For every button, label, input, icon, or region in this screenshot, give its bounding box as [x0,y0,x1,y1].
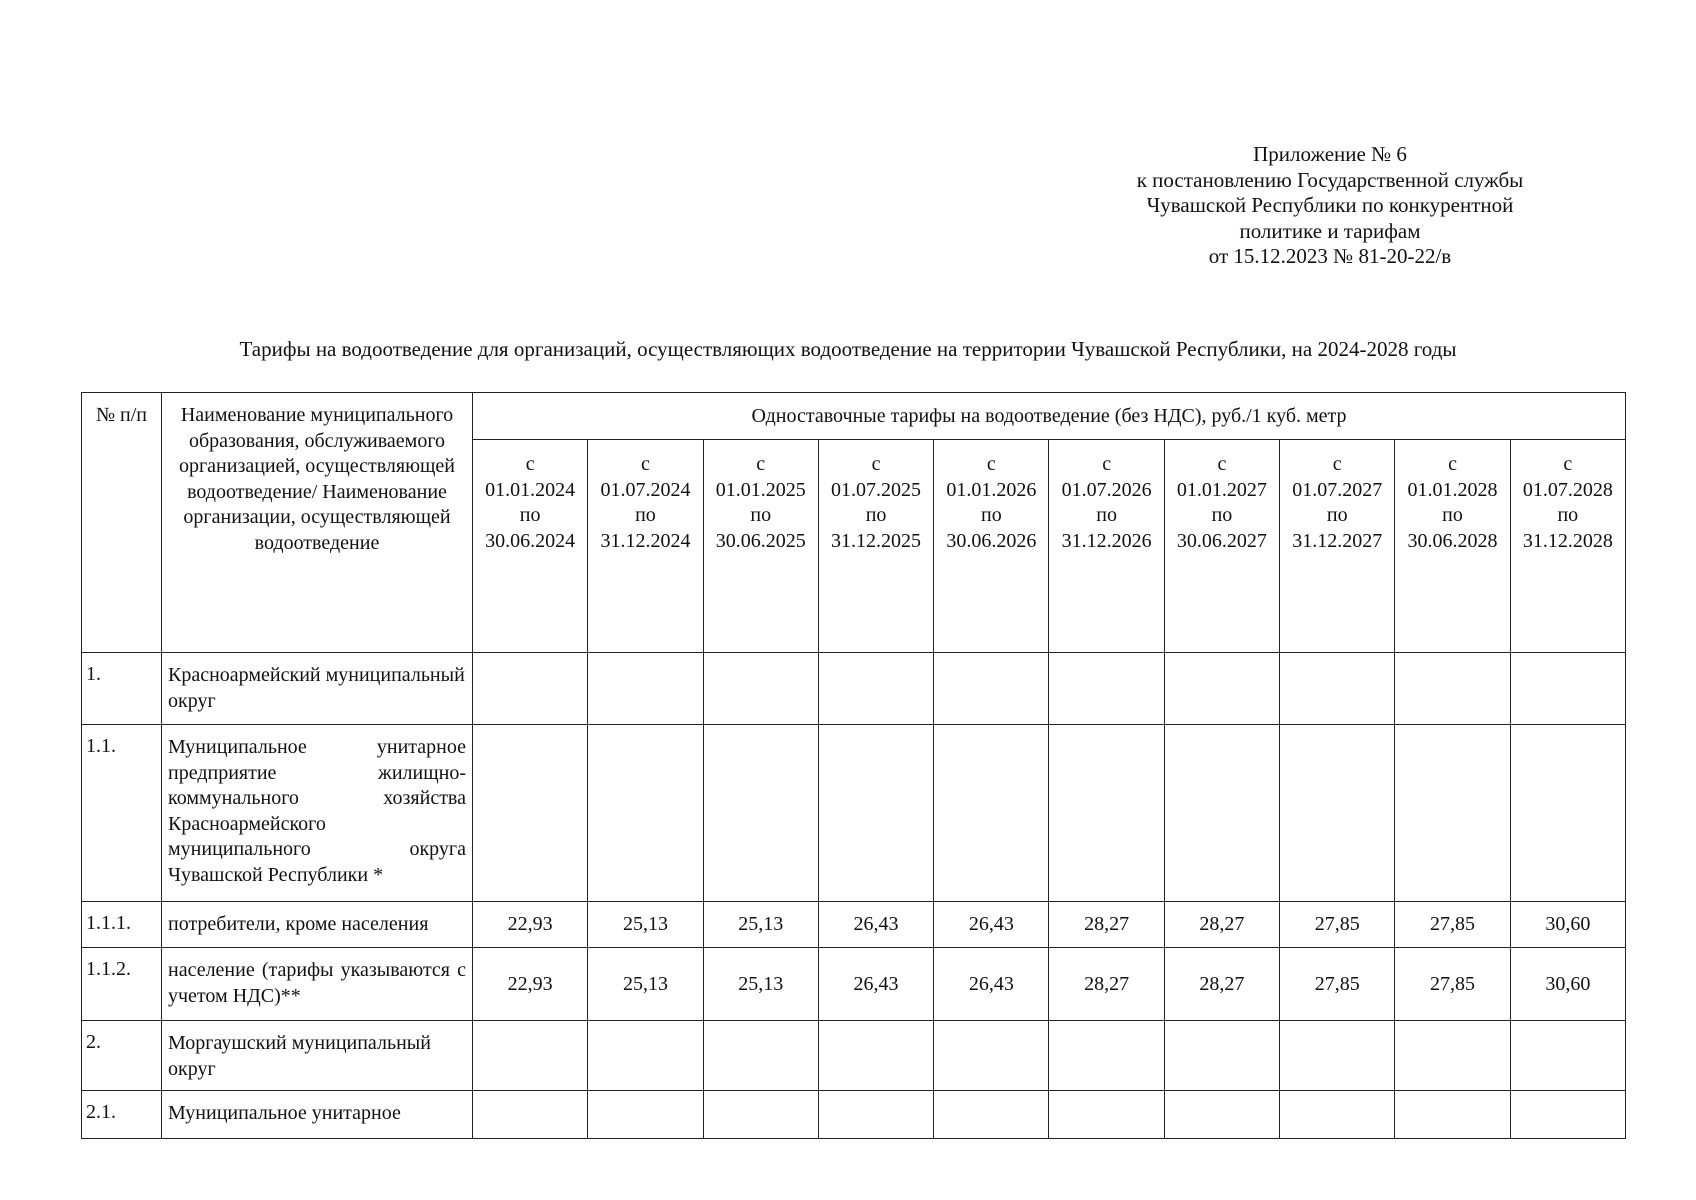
period-text: 30.06.2024 [485,529,576,552]
tariff-value [934,1091,1049,1139]
tariff-value [934,725,1049,902]
period-text: с [1217,453,1227,475]
document-title: Тарифы на водоотведение для организаций, осуществляющих водоотведение на территории Чувашской Республики, на 2024-2028 годы [239,337,1457,361]
tariff-value: 28,27 [1049,948,1164,1021]
period-text: с [641,453,650,475]
tariff-value [473,725,588,902]
tariff-value [588,1021,703,1091]
period-text: по [1211,504,1233,526]
period-text: по [1442,504,1463,526]
appendix-line: Чувашской Республики по конкурентной [1146,193,1514,217]
period-text: с [756,453,766,475]
tariff-value [703,725,818,902]
period-text: 01.07.2027 [1292,478,1383,501]
period-text: 30.06.2028 [1407,529,1498,552]
table-row [82,948,1626,1021]
tariff-value: 26,43 [818,948,933,1021]
appendix-line: от 15.12.2023 № 81-20-22/в [1208,244,1452,268]
row-name: Муниципальное унитарное предприятие жилищно-коммунального хозяйства Красноармейского муниципального округа Чувашской Республики * [162,725,473,902]
tariff-value [1164,725,1279,902]
period-header [1395,440,1510,653]
tariff-value: 27,85 [1395,902,1510,948]
period-text: 01.07.2024 [600,478,691,501]
period-text: 01.01.2028 [1407,478,1498,501]
period-text: 01.01.2024 [485,478,576,501]
period-text: с [1102,453,1112,475]
period-text: 01.01.2027 [1176,478,1267,501]
table-row [82,902,1626,948]
tariff-value: 26,43 [934,948,1049,1021]
tariff-value [1280,1021,1395,1091]
appendix-header [1080,142,1580,270]
tariff-value [473,653,588,725]
period-header [818,440,933,653]
tariff-value [1049,1091,1164,1139]
tariff-value: 30,60 [1510,948,1625,1021]
tariff-value: 25,13 [588,948,703,1021]
appendix-line: к постановлению Государственной службы [1136,167,1524,192]
period-text: по [980,504,1002,526]
tariff-value [1049,725,1164,902]
period-text: 31.12.2028 [1522,529,1613,552]
tariff-table [81,392,1626,1139]
tariff-value [1164,1021,1279,1091]
period-text: 30.06.2026 [946,529,1037,552]
tariff-value [1280,1091,1395,1139]
period-text: 01.07.2026 [1061,478,1152,501]
tariff-value: 27,85 [1395,948,1510,1021]
tariff-value: 22,93 [473,948,588,1021]
period-text: 31.12.2024 [600,529,691,552]
tariff-value: 27,85 [1280,902,1395,948]
period-text: с [986,453,996,475]
tariff-value [1395,1021,1510,1091]
period-text: по [1326,504,1348,526]
period-text: 31.12.2026 [1061,529,1152,552]
period-text: по [1096,504,1117,526]
tariff-value [1164,653,1279,725]
row-name: Муниципальное унитарное [162,1091,473,1139]
row-name: население (тарифы указываются с учетом НДС)** [162,948,473,1021]
tariff-value [934,1021,1049,1091]
tariff-value: 28,27 [1164,902,1279,948]
tariff-value [1510,725,1625,902]
period-text: с [1332,453,1342,475]
period-text: 31.12.2025 [831,529,922,552]
tariff-value [1280,725,1395,902]
appendix-line: политике и тарифам [1239,218,1421,243]
tariff-value [1510,1021,1625,1091]
period-header [1280,440,1395,653]
tariff-value: 25,13 [703,902,818,948]
row-number: 1.1. [82,725,162,902]
period-header [1164,440,1279,653]
column-header-name: Наименование муниципального образования, обслуживаемого организацией, осуществляющей водоотведение/ Наименование организации, осуществляющей водоотведение [162,393,473,653]
tariff-value [1395,725,1510,902]
table-row [82,653,1626,725]
period-text: 01.01.2026 [946,478,1037,501]
period-text: по [1557,504,1579,526]
tariff-value [588,653,703,725]
tariff-value [1510,1091,1625,1139]
tariff-value [588,1091,703,1139]
tariff-value [818,725,933,902]
period-text: с [1563,453,1573,475]
tariff-value: 26,43 [818,902,933,948]
period-text: по [750,504,772,526]
tariff-value [703,1091,818,1139]
row-number: 1.1.1. [82,902,162,948]
tariff-value [1164,1091,1279,1139]
period-text: 01.07.2028 [1522,478,1613,501]
tariff-value [818,1091,933,1139]
period-text: по [519,504,541,526]
tariff-value [588,725,703,902]
tariff-value [818,653,933,725]
period-text: 01.01.2025 [715,478,806,501]
tariff-value [934,653,1049,725]
tariff-value: 26,43 [934,902,1049,948]
period-text: 31.12.2027 [1292,529,1383,552]
tariff-value: 28,27 [1164,948,1279,1021]
tariff-value [1280,653,1395,725]
row-number: 2.1. [82,1091,162,1139]
row-number: 1. [82,653,162,725]
tariff-value: 25,13 [703,948,818,1021]
tariff-value [473,1021,588,1091]
tariff-value: 28,27 [1049,902,1164,948]
period-text: по [865,504,887,526]
tariff-value [473,1091,588,1139]
tariff-value [1510,653,1625,725]
table-row [82,1091,1626,1139]
tariff-value: 22,93 [473,902,588,948]
period-text: с [1448,453,1457,475]
period-text: с [871,453,881,475]
period-header [934,440,1049,653]
row-name: Моргаушский муниципальный округ [162,1021,473,1091]
table-row [82,1021,1626,1091]
tariff-value: 25,13 [588,902,703,948]
row-number: 1.1.2. [82,948,162,1021]
period-header [1510,440,1625,653]
tariff-value [703,653,818,725]
row-number: 2. [82,1021,162,1091]
tariff-value [818,1021,933,1091]
row-name: Красноармейский муниципальный округ [162,653,473,725]
period-text: с [525,453,535,475]
row-name: потребители, кроме населения [162,902,473,948]
table-body [82,653,1626,1139]
period-text: 30.06.2025 [715,529,806,552]
column-header-tariffs: Одноставочные тарифы на водоотведение (без НДС), руб./1 куб. метр [473,393,1626,440]
period-header [473,440,588,653]
tariff-value [703,1021,818,1091]
period-text: 30.06.2027 [1176,529,1267,552]
tariff-value: 27,85 [1280,948,1395,1021]
tariff-value [1395,1091,1510,1139]
tariff-value [1049,653,1164,725]
period-header [1049,440,1164,653]
period-text: 01.07.2025 [831,478,922,501]
period-text: по [635,504,656,526]
column-header-number: № п/п [82,393,162,653]
tariff-value [1395,653,1510,725]
tariff-value: 30,60 [1510,902,1625,948]
table-row [82,725,1626,902]
tariff-value [1049,1021,1164,1091]
period-header [703,440,818,653]
period-header [588,440,703,653]
appendix-line: Приложение № 6 [1253,142,1407,166]
